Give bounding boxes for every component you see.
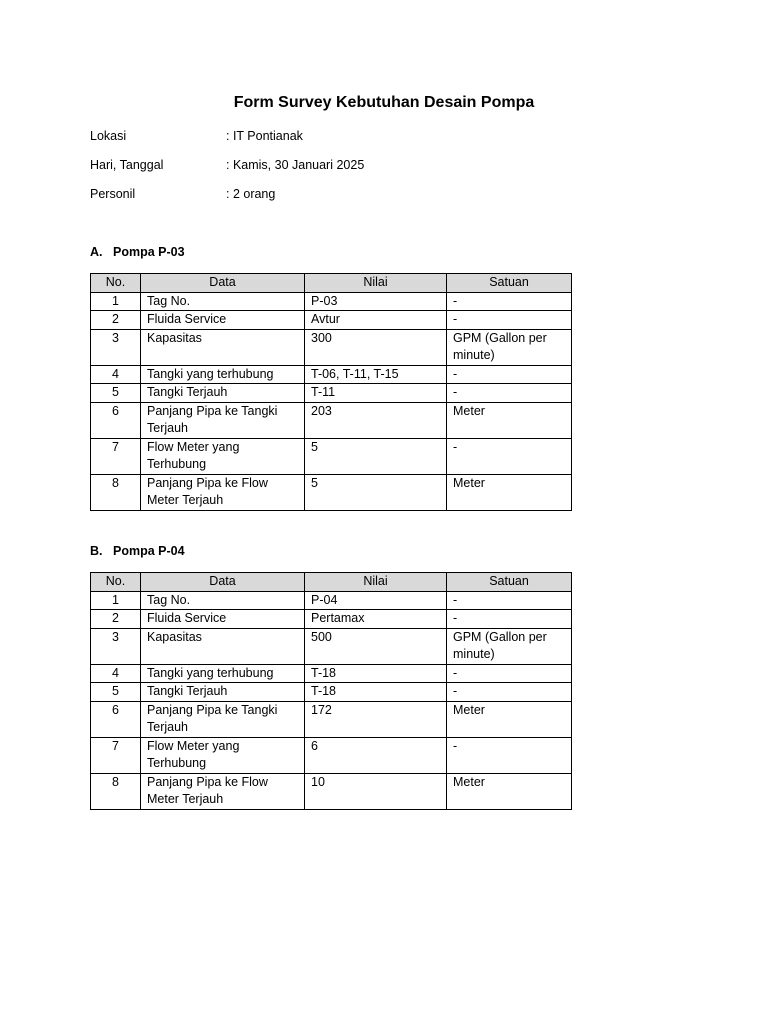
cell-data: Kapasitas	[141, 628, 305, 664]
column-header-no: No.	[91, 274, 141, 293]
cell-no: 6	[91, 402, 141, 438]
table-row	[91, 474, 572, 510]
cell-nilai: 172	[305, 701, 447, 737]
section-title: Pompa P-03	[113, 245, 185, 259]
table-header-row	[91, 274, 572, 293]
section-heading-b	[90, 542, 185, 560]
table-row	[91, 384, 572, 403]
info-label: Lokasi	[90, 129, 127, 143]
table-row	[91, 701, 572, 737]
cell-nilai: 500	[305, 628, 447, 664]
table-row	[91, 773, 572, 809]
cell-satuan: -	[447, 292, 572, 311]
table-pompa-p03	[90, 273, 572, 511]
info-value: : Kamis, 30 Januari 2025	[226, 158, 365, 172]
cell-data: Panjang Pipa ke Flow Meter Terjauh	[141, 773, 305, 809]
cell-no: 6	[91, 701, 141, 737]
cell-nilai: T-11	[305, 384, 447, 403]
cell-satuan: Meter	[447, 474, 572, 510]
cell-data: Tangki Terjauh	[141, 384, 305, 403]
cell-nilai: Pertamax	[305, 610, 447, 629]
cell-no: 2	[91, 610, 141, 629]
cell-data: Flow Meter yang Terhubung	[141, 438, 305, 474]
cell-nilai: 6	[305, 737, 447, 773]
table-row	[91, 365, 572, 384]
cell-satuan: -	[447, 737, 572, 773]
cell-satuan: -	[447, 664, 572, 683]
cell-no: 5	[91, 384, 141, 403]
column-header-data: Data	[141, 573, 305, 592]
cell-data: Fluida Service	[141, 610, 305, 629]
info-value: : 2 orang	[226, 187, 276, 201]
column-header-data: Data	[141, 274, 305, 293]
cell-no: 8	[91, 474, 141, 510]
section-letter: B.	[90, 544, 103, 558]
cell-no: 1	[91, 292, 141, 311]
info-label: Personil	[90, 187, 136, 201]
cell-satuan: GPM (Gallon per minute)	[447, 628, 572, 664]
info-row-lokasi	[90, 127, 303, 145]
cell-satuan: -	[447, 683, 572, 702]
cell-data: Kapasitas	[141, 329, 305, 365]
column-header-nilai: Nilai	[305, 573, 447, 592]
cell-nilai: T-18	[305, 683, 447, 702]
cell-satuan: -	[447, 438, 572, 474]
cell-satuan: -	[447, 365, 572, 384]
cell-nilai: P-03	[305, 292, 447, 311]
cell-data: Tangki Terjauh	[141, 683, 305, 702]
cell-satuan: Meter	[447, 402, 572, 438]
cell-data: Tag No.	[141, 591, 305, 610]
table-pompa-p04	[90, 572, 572, 810]
cell-no: 3	[91, 329, 141, 365]
column-header-no: No.	[91, 573, 141, 592]
cell-satuan: -	[447, 311, 572, 330]
column-header-nilai: Nilai	[305, 274, 447, 293]
cell-satuan: Meter	[447, 701, 572, 737]
cell-data: Tangki yang terhubung	[141, 365, 305, 384]
cell-no: 3	[91, 628, 141, 664]
table-row	[91, 402, 572, 438]
cell-nilai: Avtur	[305, 311, 447, 330]
cell-no: 4	[91, 365, 141, 384]
info-label: Hari, Tanggal	[90, 158, 164, 172]
cell-nilai: 5	[305, 474, 447, 510]
cell-no: 7	[91, 438, 141, 474]
cell-satuan: GPM (Gallon per minute)	[447, 329, 572, 365]
section-letter: A.	[90, 245, 103, 259]
table-row	[91, 311, 572, 330]
cell-no: 5	[91, 683, 141, 702]
info-value: : IT Pontianak	[226, 129, 303, 143]
cell-no: 1	[91, 591, 141, 610]
cell-data: Panjang Pipa ke Tangki Terjauh	[141, 402, 305, 438]
cell-nilai: P-04	[305, 591, 447, 610]
table-row	[91, 664, 572, 683]
cell-data: Panjang Pipa ke Tangki Terjauh	[141, 701, 305, 737]
cell-nilai: T-06, T-11, T-15	[305, 365, 447, 384]
cell-data: Panjang Pipa ke Flow Meter Terjauh	[141, 474, 305, 510]
table-row	[91, 292, 572, 311]
section-title: Pompa P-04	[113, 544, 185, 558]
cell-no: 8	[91, 773, 141, 809]
cell-satuan: Meter	[447, 773, 572, 809]
document-title: Form Survey Kebutuhan Desain Pompa	[233, 94, 535, 111]
table-row	[91, 591, 572, 610]
section-heading-a	[90, 243, 185, 261]
cell-data: Flow Meter yang Terhubung	[141, 737, 305, 773]
table-row	[91, 438, 572, 474]
table-row	[91, 610, 572, 629]
cell-no: 2	[91, 311, 141, 330]
cell-data: Tangki yang terhubung	[141, 664, 305, 683]
column-header-satuan: Satuan	[447, 573, 572, 592]
table-row	[91, 737, 572, 773]
cell-satuan: -	[447, 591, 572, 610]
cell-nilai: 300	[305, 329, 447, 365]
column-header-satuan: Satuan	[447, 274, 572, 293]
cell-nilai: T-18	[305, 664, 447, 683]
cell-nilai: 203	[305, 402, 447, 438]
table-row	[91, 628, 572, 664]
cell-satuan: -	[447, 610, 572, 629]
cell-nilai: 5	[305, 438, 447, 474]
cell-no: 7	[91, 737, 141, 773]
cell-data: Fluida Service	[141, 311, 305, 330]
table-row	[91, 329, 572, 365]
info-row-hari-tanggal	[90, 156, 364, 174]
table-header-row	[91, 573, 572, 592]
cell-nilai: 10	[305, 773, 447, 809]
cell-satuan: -	[447, 384, 572, 403]
info-row-personil	[90, 185, 275, 203]
table-row	[91, 683, 572, 702]
cell-data: Tag No.	[141, 292, 305, 311]
cell-no: 4	[91, 664, 141, 683]
